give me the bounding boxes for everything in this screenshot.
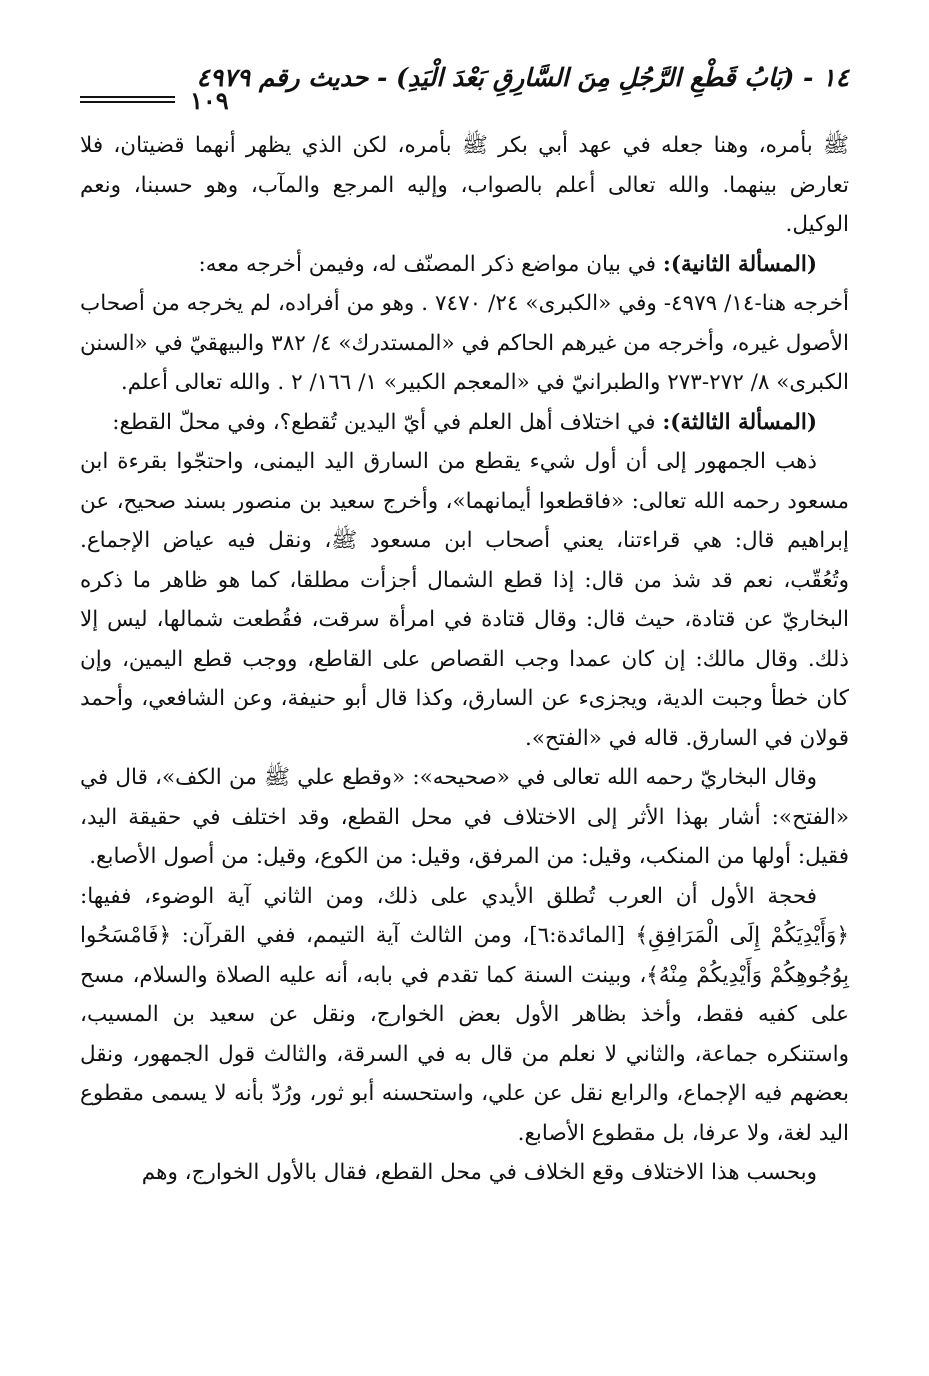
paragraph-majority-view [80,442,849,758]
paragraph-text: أخرجه هنا-١٤/ ٤٩٧٩- وفي «الكبرى» ٢٤/ ٧٤٧٠ . وهو من أفراده، لم يخرجه من أصحاب الأصول غيره، وأخرجه من غيرهم الحاكم في «المستدرك» ٤/ ٣٨٢ والبيهقيّ في «السنن الكبرى» ٨/ ٢٧٢-٢٧٣ والطبرانيّ في «المعجم الكبير» ١/ ١٦٦/ ٢ . والله تعالى أعلم. [80,291,849,395]
paragraph-text: وبحسب هذا الاختلاف وقع الخلاف في محل القطع، فقال بالأول الخوارج، وهم [141,1160,817,1185]
paragraph-issue-two [80,245,849,285]
paragraph-continuation [80,126,849,245]
paragraph-text: في بيان مواضع ذكر المصنّف له، وفيمن أخرجه معه: [198,251,663,277]
paragraph-text: ذهب الجمهور إلى أن أول شيء يقطع من السارق اليد اليمنى، واحتجّوا بقرءة ابن مسعود رحمه الله تعالى: «فاقطعوا أيمانهما»، وأخرج سعيد بن منصور بسند صحيح، عن إبراهيم قال: هي قراءتنا، يعني أصحاب ابن مسعود ﷺ، ونقل فيه عياض الإجماع. وتُعُقّب، نعم قد شذ من قال: إذا قطع الشمال أجزأت مطلقا، كما هو ظاهر ما ذكره البخاريّ عن قتادة، حيث قال: وقال قتادة في امرأة سرقت، فقُطعت شمالها، ليس إلا ذلك. وقال مالك: إن كان عمدا وجب القصاص على القاطع، ووجب قطع اليمين، وإن كان خطأ وجبت الدية، ويجزىء عن السارق، وكذا قال أبو حنيفة، وعن الشافعي، وأحمد قولان في السارق. قاله في «الفتح». [80,449,849,751]
header-rule-line-top [80,96,175,98]
paragraph-text: في اختلاف أهل العلم في أيّ اليدين تُقطع؟، وفي محلّ القطع: [112,409,663,435]
paragraph-issue-three [80,403,849,443]
page-number: ١٠٩ [190,86,229,115]
paragraph-arguments [80,877,849,1154]
issue-heading: (المسألة الثالثة): [662,409,817,435]
page-body [80,126,849,1193]
header-rule-line-bottom [80,101,175,103]
running-title: ١٤ - (بَابُ قَطْعِ الرَّجُلِ مِنَ السَّارِقِ بَعْدَ الْيَدِ) - حديث رقم ٤٩٧٩ [196,63,849,92]
paragraph-sources [80,284,849,403]
paragraph-text: ﷺ بأمره، وهنا جعله في عهد أبي بكر ﷺ بأمره، لكن الذي يظهر أنهما قضيتان، فلا تعارض بينهما. والله تعالى أعلم بالصواب، وإليه المرجع والمآب، وهو حسبنا، ونعم الوكيل. [80,133,849,237]
paragraph-text: فحجة الأول أن العرب تُطلق الأيدي على ذلك، ومن الثاني آية الوضوء، ففيها: ﴿وَأَيْدِيَكُمْ إِلَى الْمَرَافِقِ﴾ [المائدة:٦]، ومن الثالث آية التيمم، ففي القرآن: ﴿فَامْسَحُوا بِوُجُوهِكُمْ وَأَيْدِيكُمْ مِنْهُ﴾، وبينت السنة كما تقدم في بابه، أنه عليه الصلاة والسلام، مسح على كفيه فقط، وأخذ بظاهر الأول بعض الخوارج، ونقل عن سعيد بن المسيب، واستنكره جماعة، والثاني لا نعلم من قال به في السرقة، والثالث قول الجمهور، ونقل بعضهم فيه الإجماع، والرابع نقل عن علي، واستحسنه أبو ثور، ورُدّ بأنه لا يسمى مقطوع اليد لغة، ولا عرفا، بل مقطوع الأصابع. [80,883,849,1146]
paragraph-text: وقال البخاريّ رحمه الله تعالى في «صحيحه»: «وقطع علي ﷺ من الكف»، قال في «الفتح»: أشار بهذا الأثر إلى الاختلاف في محل القطع، وقد اختلف في حقيقة اليد، فقيل: أولها من المنكب، وقيل: من المرفق، وقيل: من الكوع، وقيل: من أصول الأصابع. [80,765,849,869]
issue-heading: (المسألة الثانية): [662,251,817,277]
paragraph-bukhari [80,758,849,877]
paragraph-final [80,1153,849,1193]
header-rule [80,96,175,108]
